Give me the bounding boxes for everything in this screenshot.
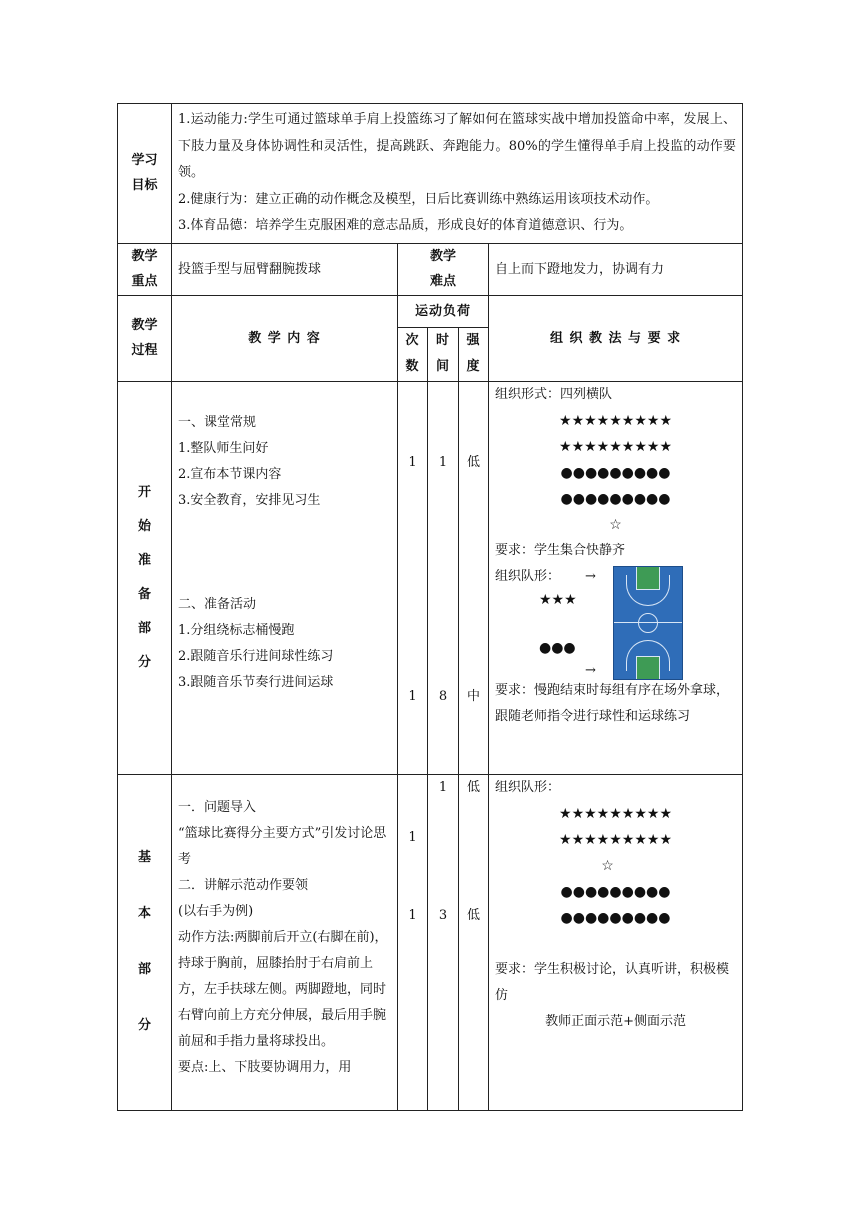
focus-row [118,243,743,295]
formation-row-stars: ★★★★★★★★★ [559,831,672,848]
start-section-label [118,381,172,774]
basic-time-1: 1 [438,779,448,795]
teacher-position-icon: ☆ [609,516,622,533]
routine-title: 一、课堂常规 [178,414,257,430]
formation-row-stars: ★★★★★★★★★ [559,438,672,455]
start-intensity-cell [459,381,489,774]
teacher-position-icon: ☆ [601,857,614,874]
start-time-cell [428,381,459,774]
basic-label-char: 部 [137,962,151,977]
basic-content [172,774,398,1110]
basic-label-char: 分 [137,1018,151,1033]
basic-label-char: 本 [137,906,151,921]
start-time-2: 8 [438,688,448,704]
basic-organization [489,774,743,1110]
basic-count-cell [398,774,428,1110]
basic-requirement: 要求：学生积极讨论，认真听讲，积极模仿 [495,961,730,1003]
routine-item: 3.安全教育，安排见习生 [178,492,321,508]
basic-count-2: 1 [408,907,417,923]
start-section-row [118,381,743,774]
basic-section-label [118,774,172,1110]
warmup-item: 1.分组绕标志桶慢跑 [178,622,295,638]
intensity-header-line: 强 [466,333,481,348]
start-requirement-2: 要求：慢跑结束时每组有序在场外拿球，跟随老师指令进行球性和运球练习 [495,682,730,724]
basketball-court-icon [613,566,683,680]
org-form: 组织形式：四列横队 [495,386,613,402]
objective-item: 2.健康行为：建立正确的动作概念及模型，日后比赛训练中熟练运用该项技术动作。 [178,191,659,207]
basic-line: “篮球比赛得分主要方式”引发讨论思考 [178,825,387,867]
queue-label: 组织队形： [495,568,561,584]
basic-time-2: 3 [438,907,448,923]
routine-item: 2.宣布本节课内容 [178,466,282,482]
basic-demo: 教师正面示范+侧面示范 [545,1013,686,1029]
process-label-line: 过程 [131,343,158,358]
formation-four-rows [495,408,736,538]
lesson-plan-table [117,103,743,1111]
lesson-plan [117,103,742,1111]
focus-label-line: 教学 [131,249,158,264]
start-time-1: 1 [438,454,448,470]
queue-diagram [495,564,736,678]
routine-item: 1.整队师生问好 [178,440,269,456]
formation-row-stars: ★★★★★★★★★ [559,412,672,429]
formation-row-stars: ★★★★★★★★★ [559,805,672,822]
count-header [398,327,428,381]
start-label-char: 部 [137,620,151,636]
objectives-label-line: 学习 [131,153,158,169]
start-label-char: 始 [137,518,151,534]
start-count-2: 1 [408,688,417,704]
start-requirement-1: 要求：学生集合快静齐 [495,542,626,558]
objectives-label-line: 目标 [131,178,158,194]
warmup-title: 二、准备活动 [178,596,257,612]
basic-line: 一．问题导入 [178,799,257,815]
process-label-line: 教学 [131,318,158,333]
basic-line: 二．讲解示范动作要领 [178,877,309,893]
objectives-text [172,104,743,244]
start-intensity-1: 低 [466,454,480,470]
arrow-icon: → [585,568,596,584]
basic-intensity-2: 低 [466,907,480,923]
objective-item: 1.运动能力:学生可通过篮球单手肩上投篮练习了解如何在篮球实战中增加投篮命中率，发展上、下肢力量及身体协调性和灵活性，提高跳跃、奔跑能力。80%的学生懂得单手肩上投监的动作要领。 [178,112,737,180]
focus-label [118,243,172,295]
group-stars: ★★★ [539,591,577,608]
time-header-line: 时 [435,333,450,348]
basic-intensity-cell [459,774,489,1110]
basic-line: (以右手为例) [178,903,254,919]
start-label-char: 备 [137,586,151,602]
start-label-char: 分 [137,654,151,670]
formation-row-dots: ●●●●●●●●● [560,909,671,926]
difficulty-label-line: 教学 [429,249,456,264]
basic-queue-label: 组织队形： [495,779,561,795]
objectives-label [118,104,172,244]
basic-count-1: 1 [408,829,417,845]
start-intensity-2: 中 [466,688,480,704]
intensity-header [459,327,489,381]
count-header-line: 次 [405,333,420,348]
difficulty-text: 自上而下蹬地发力，协调有力 [489,243,743,295]
basic-label-char: 基 [137,850,151,865]
formation-row-dots: ●●●●●●●●● [560,490,671,507]
formation-row-dots: ●●●●●●●●● [560,464,671,481]
load-header: 运动负荷 [398,295,489,327]
formation-row-dots: ●●●●●●●●● [560,883,671,900]
basic-section-row [118,774,743,1110]
process-label [118,295,172,381]
basic-intensity-1: 低 [466,779,480,795]
focus-text: 投篮手型与屈臂翻腕拨球 [172,243,398,295]
warmup-item: 2.跟随音乐行进间球性练习 [178,648,334,664]
start-content [172,381,398,774]
arrow-icon: → [585,662,596,678]
start-organization [489,381,743,774]
objective-item: 3.体育品德：培养学生克服困难的意志品质，形成良好的体育道德意识、行为。 [178,218,633,233]
basic-line: 动作方法:两脚前后开立(右脚在前)，持球于胸前，屈膝抬肘于右肩前上方，左手扶球左侧。两脚蹬地，同时右臂向前上方充分伸展，最后用手腕前屈和手指力量将球投出。 [178,929,388,1049]
start-count-cell [398,381,428,774]
focus-label-line: 重点 [131,274,158,289]
difficulty-label [398,243,489,295]
start-label-char: 准 [137,552,151,568]
content-header: 教 学 内 容 [172,295,398,381]
basic-line: 要点:上、下肢要协调用力，用 [178,1059,352,1075]
count-header-line: 数 [405,359,420,374]
time-header [428,327,459,381]
intensity-header-line: 度 [466,359,481,374]
process-header-row-top [118,295,743,327]
start-count-1: 1 [408,454,417,470]
start-label-char: 开 [137,484,151,500]
org-header: 组 织 教 法 与 要 求 [489,295,743,381]
time-header-line: 间 [435,359,450,374]
basic-time-cell [428,774,459,1110]
group-dots: ●●● [539,639,576,656]
difficulty-label-line: 难点 [429,274,456,289]
warmup-item: 3.跟随音乐节奏行进间运球 [178,674,334,690]
basic-formation [495,801,736,931]
objectives-row [118,104,743,244]
